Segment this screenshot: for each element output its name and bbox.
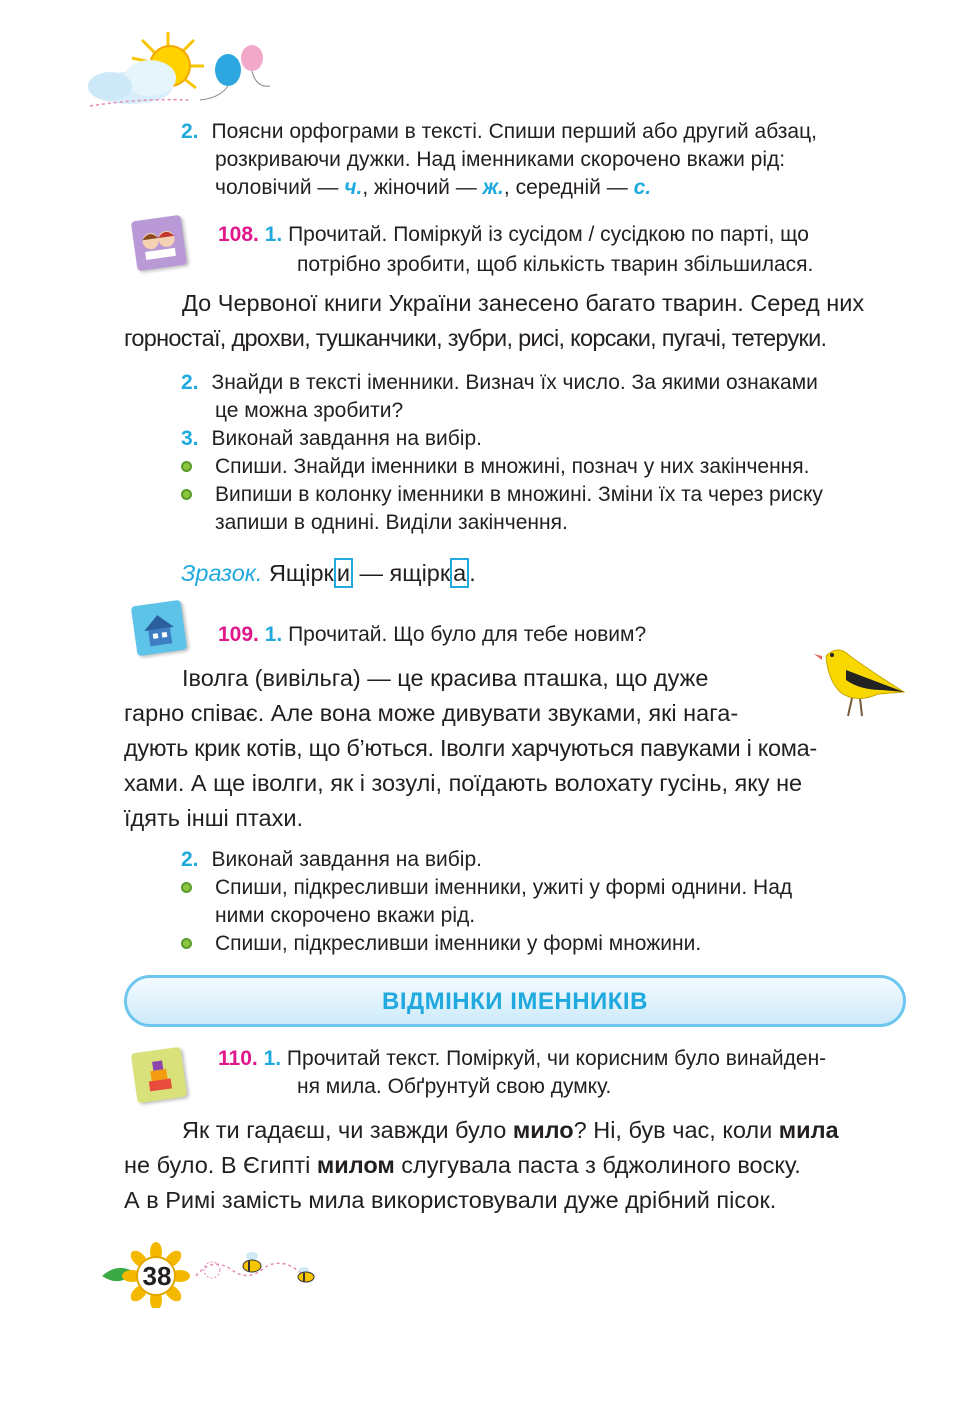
exercise-108-instruction-cont <box>297 251 906 279</box>
gender-abbr-feminine: ж. <box>482 176 504 199</box>
paragraph-text: Як ти гадаєш, чи завжди було <box>182 1117 513 1143</box>
task-number: 2. <box>181 371 199 394</box>
task-text: Виконай завдання на вибір. <box>211 427 482 450</box>
paragraph-text: не було. В Єгипті <box>124 1152 317 1178</box>
task-text: Випиши в колонку іменники в множині. Зміни їх та через риску <box>215 483 823 506</box>
task-text: ня мила. Обґрунтуй свою думку. <box>297 1075 612 1098</box>
sample-label: Зразок. <box>181 560 263 586</box>
task-number: 3. <box>181 427 199 450</box>
paragraph-text: До Червоної книги України занесено багато тварин. Серед них <box>182 290 865 316</box>
blocks-icon <box>131 1047 187 1103</box>
sample-period: . <box>469 560 476 586</box>
exercise-109-paragraph-b <box>124 731 906 836</box>
exercise-number: 110. <box>218 1047 258 1070</box>
exercise-109-instruction <box>218 621 818 649</box>
paragraph-text: Іволга (вивільга) — це красива пташка, що дуже <box>182 665 709 691</box>
exercise-109-paragraph-a <box>124 661 794 731</box>
exercise-109-option-1 <box>181 874 906 930</box>
paragraph-text: ? Ні, був час, коли <box>573 1117 779 1143</box>
task-text: це можна зробити? <box>215 399 404 422</box>
paragraph-text: А в Римі замість мила використовували дуже дрібний пісок. <box>124 1187 777 1213</box>
exercise-108-instruction <box>218 221 906 249</box>
exercise-number: 108. <box>218 223 259 246</box>
task-number: 1. <box>264 223 283 246</box>
section-banner <box>124 975 906 1027</box>
bold-word: мила <box>778 1117 839 1143</box>
gender-abbr-masculine: ч. <box>344 176 363 199</box>
bold-word: мило <box>512 1117 574 1143</box>
sun-cloud-balloon-icon <box>80 28 280 113</box>
exercise-108-option-2 <box>181 481 906 537</box>
bold-word: милом <box>316 1152 395 1178</box>
paragraph-text: дують крик котів, що б’ються. Іволги харчуються павуками і кома- <box>124 735 817 761</box>
task-number: 2. <box>181 848 199 871</box>
task-text: Прочитай текст. Поміркуй, чи корисним було винайден- <box>286 1047 827 1070</box>
exercise-108-task-3 <box>181 425 906 453</box>
ending-box: а <box>450 558 469 588</box>
exercise-110-instruction <box>218 1045 906 1073</box>
task-text: Прочитай. Поміркуй із сусідом / сусідкою по парті, що <box>288 223 809 246</box>
gender-abbr-neuter: с. <box>633 176 652 199</box>
oriole-bird-icon <box>812 640 910 720</box>
task-text: розкриваючи дужки. Над іменниками скорочено вкажи рід: <box>215 148 786 171</box>
bullet-icon <box>181 461 192 472</box>
sample <box>181 558 476 588</box>
task-text: Прочитай. Що було для тебе новим? <box>288 623 647 646</box>
sample-word: Ящірк <box>268 560 334 586</box>
task-text: Спиши. Знайди іменники в множині, познач у них закінчення. <box>215 455 810 478</box>
section-title: ВІДМІНКИ ІМЕННИКІВ <box>382 988 648 1015</box>
exercise-108-task-2 <box>181 369 940 425</box>
paragraph-text: гарно співає. Але вона може дивувати звуками, які нага- <box>124 700 739 726</box>
exercise-110-instruction-cont <box>297 1073 906 1101</box>
task-number: 1. <box>263 1047 282 1070</box>
paragraph-text: слугувала паста з бджолиного воску. <box>394 1152 801 1178</box>
bullet-icon <box>181 938 192 949</box>
exercise-number: 109. <box>218 623 259 646</box>
exercise-108-option-1 <box>181 453 906 481</box>
bullet-icon <box>181 882 192 893</box>
house-icon <box>131 600 187 656</box>
exercise-109-option-2 <box>181 930 906 958</box>
task-text: Виконай завдання на вибір. <box>211 848 482 871</box>
task-text: потрібно зробити, щоб кількість тварин збільшилася. <box>297 253 814 276</box>
exercise-108-paragraph <box>124 286 906 356</box>
paragraph-text: горностаї, дрохви, тушканчики, зубри, рисі, корсаки, пугачі, тетеруки. <box>124 325 827 351</box>
bullet-icon <box>181 489 192 500</box>
page-number: 38 <box>142 1261 172 1291</box>
ending-box: и <box>334 558 353 588</box>
pair-work-icon <box>131 215 187 271</box>
task-text: Спиши, підкресливши іменники у формі множини. <box>215 932 702 955</box>
task-text: Знайди в тексті іменники. Визнач їх число. За якими ознаками <box>211 371 818 394</box>
exercise-109-task-2 <box>181 846 906 874</box>
exercise-110-paragraph <box>124 1113 906 1218</box>
paragraph-text: їдять інші птахи. <box>124 805 304 831</box>
task-text: запиши в однині. Виділи закінчення. <box>215 511 568 534</box>
task-text: чоловічий — <box>215 176 345 199</box>
paragraph-text: хами. А ще іволги, як і зозулі, поїдають волохату гусінь, яку не <box>124 770 803 796</box>
task-text: Спиши, підкресливши іменники, ужиті у формі однини. Над <box>215 876 793 899</box>
sample-word: ящірк <box>389 560 451 586</box>
task-number: 1. <box>264 623 283 646</box>
sample-dash: — <box>352 560 390 586</box>
task-text: , жіночий — <box>362 176 483 199</box>
bee-icon <box>192 1246 322 1296</box>
task-text: ними скорочено вкажи рід. <box>215 904 476 927</box>
task-text: , середній — <box>503 176 634 199</box>
task-2-top <box>181 118 940 202</box>
task-number: 2. <box>181 120 199 143</box>
task-text: Поясни орфограми в тексті. Спиши перший або другий абзац, <box>211 120 817 143</box>
